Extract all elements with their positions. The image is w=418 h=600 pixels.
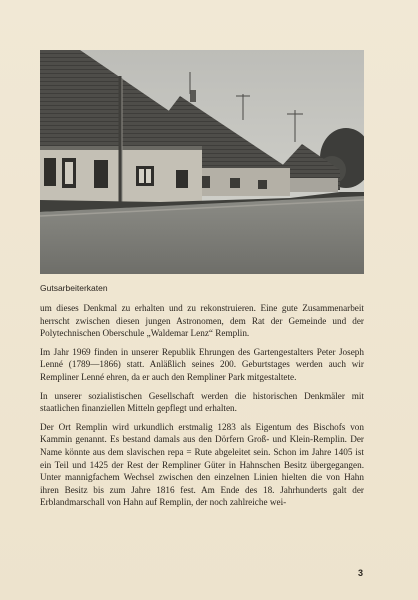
figure-caption: Gutsarbeiterkaten bbox=[40, 283, 108, 293]
photo-gutsarbeiterkaten bbox=[40, 50, 364, 274]
paragraph: Im Jahr 1969 finden in unserer Republik Ehrungen des Gartengestalters Peter Joseph Lenné (1789—1866) statt. Anläßlich seines 200. Geburtstages werden auch wir Rempliner Lenné ehren, da er auch den Rempliner Park mitgestaltete. bbox=[40, 346, 364, 382]
page-number: 3 bbox=[358, 568, 364, 578]
photo-image bbox=[40, 50, 364, 274]
body-text bbox=[40, 302, 364, 515]
paragraph: Der Ort Remplin wird urkundlich erstmalig 1283 als Eigentum des Bischofs von Kammin genannt. Es bestand damals aus den Dörfern Groß- und Klein-Remplin. Der Name könnte aus dem slavischen repa = Rute abgeleitet sein. Schon im Jahre 1405 ist ein Teil und 1425 der Rest der Rempliner Güter in Hahnschen Besitz übergegangen. Unter mannigfachem Wechsel zwischen den einzelnen Linien hielten die von Hahn ihren Besitz bis zum Jahre 1816 fest. Am Ende des 18. Jahrhunderts galt der Erblandmarschall von Hahn auf Remplin, der noch zahlreiche wei- bbox=[40, 421, 364, 508]
paragraph: um dieses Denkmal zu erhalten und zu rekonstruieren. Eine gute Zusammenarbeit herrscht zwischen diesen jungen Astronomen, dem Rat der Gemeinde und der Polytechnischen Oberschule „Waldemar Lenz“ Remplin. bbox=[40, 303, 364, 339]
paragraph: In unserer sozialistischen Gesellschaft werden die historischen Denkmäler mit staatlichen finanziellen Mitteln gepflegt und erhalten. bbox=[40, 390, 364, 414]
